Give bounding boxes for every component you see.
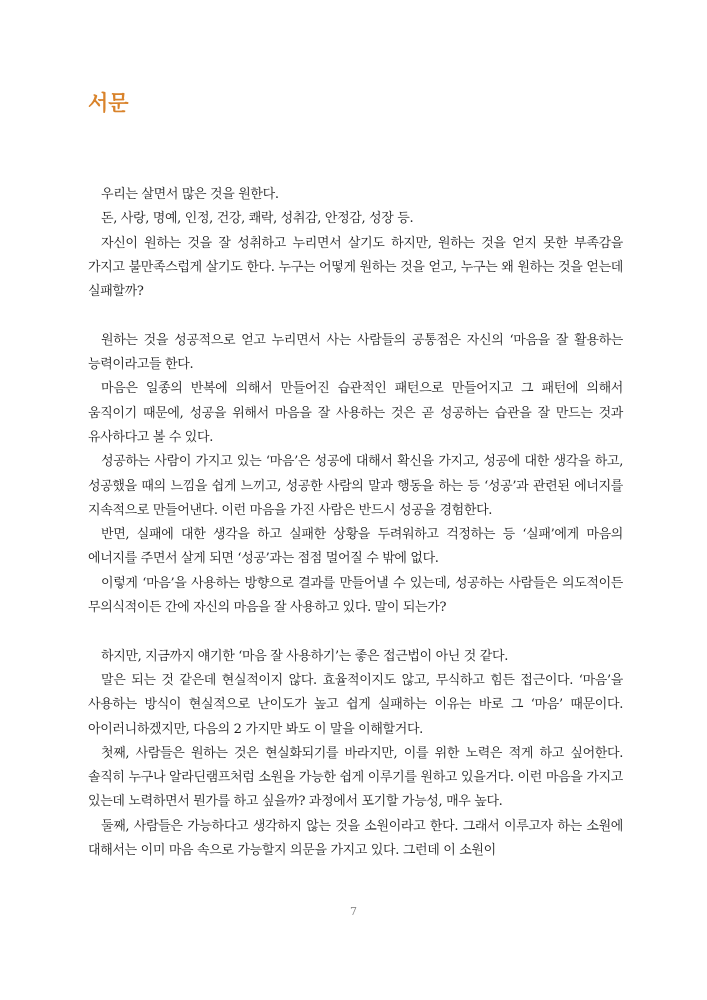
paragraph: 반면, 실패에 대한 생각을 하고 실패한 상황을 두려워하고 걱정하는 등 ‘실패’에게 마음의 에너지를 주면서 살게 되면 ‘성공’과는 점점 멀어질 수 밖에 없다. <box>88 527 623 567</box>
paragraph: 첫째, 사람들은 원하는 것은 현실화되기를 바라지만, 이를 위한 노력은 적게 하고 싶어한다. 솔직히 누구나 알라딘램프처럼 소원을 가능한 쉽게 이루기를 원하고 있을거다. 이런 마음을 가지고 있는데 노력하면서 뭔가를 하고 싶을까? 과정에서 포기할 가능성, 매우 높다. <box>88 745 623 810</box>
paragraph: 말은 되는 것 같은데 현실적이지 않다. 효율적이지도 않고, 무식하고 힘든 접근이다. ‘마음’을 사용하는 방식이 현실적으로 난이도가 높고 쉽게 실패하는 이유는 바로 그 ‘마음’ 때문이다. 아이러니하겠지만, 다음의 2 가지만 봐도 이 말을 이해할거다. <box>88 672 623 737</box>
paragraph: 이렇게 ‘마음’을 사용하는 방향으로 결과를 만들어낼 수 있는데, 성공하는 사람들은 의도적이든 무의식적이든 간에 자신의 마음을 잘 사용하고 있다. 말이 되는가? <box>88 575 623 616</box>
paragraph: 마음은 일종의 반복에 의해서 만들어진 습관적인 패턴으로 만들어지고 그 패턴에 의해서 움직이기 때문에, 성공을 위해서 마음을 잘 사용하는 것은 곧 성공하는 습관을 잘 만드는 것과 유사하다고 볼 수 있다. <box>88 381 623 445</box>
paragraph: 돈, 사랑, 명예, 인정, 건강, 쾌락, 성취감, 안정감, 성장 등. <box>101 211 414 227</box>
page-title: 서문 <box>88 91 129 115</box>
paragraph: 원하는 것을 성공적으로 얻고 누리면서 사는 사람들의 공통점은 자신의 ‘마음을 잘 활용하는 능력이라고들 한다. <box>88 332 623 373</box>
paragraph: 자신이 원하는 것을 잘 성취하고 누리면서 살기도 하지만, 원하는 것을 얻지 못한 부족감을 가지고 불만족스럽게 살기도 한다. 누구는 어떻게 원하는 것을 얻고, 누구는 왜 원하는 것을 얻는데 실패할까? <box>88 235 623 300</box>
paragraph: 하지만, 지금까지 얘기한 ‘마음 잘 사용하기’는 좋은 접근법이 아닌 것 같다. <box>101 648 508 664</box>
paragraph: 둘째, 사람들은 가능하다고 생각하지 않는 것을 소원이라고 한다. 그래서 이루고자 하는 소원에 대해서는 이미 마음 속으로 가능할지 의문을 가지고 있다. 그런데 이 소원이 <box>88 818 623 859</box>
body-text <box>88 183 623 863</box>
paragraph: 성공하는 사람이 가지고 있는 ‘마음’은 성공에 대해서 확신을 가지고, 성공에 대한 생각을 하고, 성공했을 때의 느낌을 쉽게 느끼고, 성공한 사람의 말과 행동을 하는 등 ‘성공’과 관련된 에너지를 지속적으로 만들어낸다. 이런 마음을 가진 사람은 반드시 성공을 경험한다. <box>88 454 623 518</box>
paragraph: 우리는 살면서 많은 것을 원한다. <box>101 187 279 202</box>
page-number: 7 <box>350 905 357 918</box>
